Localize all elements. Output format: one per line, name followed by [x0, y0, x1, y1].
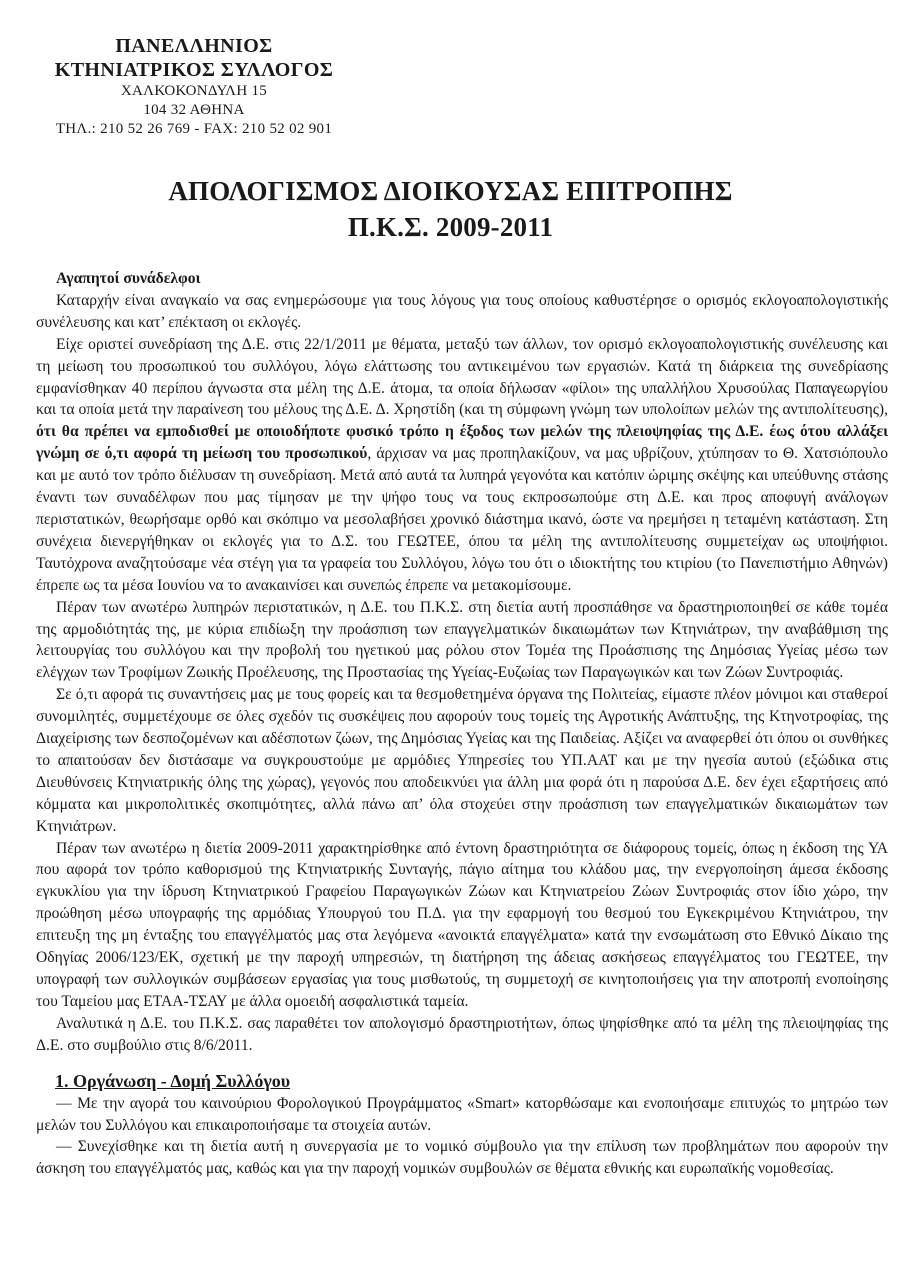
paragraph-intro: Καταρχήν είναι αναγκαίο να σας ενημερώσουμε για τους λόγους για τους οποίους καθυστέρησε ο ορισμός εκλογοαπολογιστικής συνέλευσης και κατ’ επέκταση οι εκλογές.	[36, 291, 888, 331]
paragraph-activities: Πέραν των ανωτέρω λυπηρών περιστατικών, η Δ.Ε. του Π.Κ.Σ. στη διετία αυτή προσπάθησε να δραστηριοποιηθεί σε κάθε τομέα της αρμοδιότητάς της, με κύρια επιδίωξη την προάσπιση των επαγγελματικών δικαιωμάτων των Κτηνιάτρων, την αναβάθμιση της λειτουργίας του συλλόγου και την προβολή του ηγετικού μας ρόλου στον Τομέα της Προάσπισης της Δημόσιας Υγείας μέσω των ελέγχων των Τροφίμων Ζωικής Προέλευσης, της Προστασίας της Υγείας-Ευζωίας των Παραγωγικών και των Ζώων Συντροφιάς.	[36, 598, 888, 682]
paragraph-achievements: Πέραν των ανωτέρω η διετία 2009-2011 χαρακτηρίσθηκε από έντονη δραστηριότητα σε διάφορους τομείς, όπως η έκδοση της ΥΑ που αφορά τον τρόπο καθορισμού της Κτηνιατρικής Συνταγής, πάγιο αίτημα του κλάδου μας, την ενεργοποίηση άμεσα έκδοσης εγκυκλίου για την ίδρυση Κτηνιατρικού Γραφείου Παραγωγικών Ζώων και Κτηνιατρείου Ζώων Συντροφιάς στον ίδιο χώρο, την προώθηση μέσω υπογραφής της αρμόδιας Υπουργού του Π.Δ. για την εφαρμογή του θεσμού του Εγκεκριμένου Κτηνιάτρου, την επιτευξη της μη ένταξης του επαγγέλματός μας στα λεγόμενα «ανοικτά επαγγέλματα» κατά την ενσωμάτωση στο Εθνικό Δίκαιο της Οδηγίας 2006/123/ΕΚ, σχετική με την παροχή υπηρεσιών, τη διατήρηση της άδειας ασκήσεως επαγγέλματος του ΓΕΩΤΕΕ, την υπογραφή των συλλογικών συμβάσεων εργασίας για τους μισθωτούς, τη συμμετοχή σε κινητοποιήσεις για την αποτροπή ενοποίησης του Ταμείου μας ΕΤΑΑ-ΤΣΑΥ με άλλα ομοειδή ασφαλιστικά ταμεία.	[36, 839, 888, 1010]
org-name-line1: ΠΑΝΕΛΛΗΝΙΟΣ	[115, 35, 273, 57]
section1-item-smart: — Με την αγορά του καινούριου Φορολογικού Προγράμματος «Smart» κατορθώσαμε και ενοποιήσαμε επιτυχώς το μητρώο των μελών του Συλλόγου και επικαιροποιήσαμε τα στοιχεία αυτών.	[36, 1094, 888, 1134]
document-body	[36, 268, 888, 1180]
section-heading-organization	[36, 1069, 888, 1093]
paragraph-meeting-bold: ότι θα πρέπει να εμποδισθεί με οποιοδήποτε φυσικό τρόπο η έξοδος των μελών της πλειοψηφίας της Δ.Ε. έως ότου αλλάξει γνώμη σε ό,τι αφορά τη μείωση του προσωπικού	[36, 423, 888, 463]
org-name-line2: ΚΤΗΝΙΑΤΡΙΚΟΣ ΣΥΛΛΟΓΟΣ	[54, 59, 334, 81]
paragraph-meeting	[36, 334, 888, 597]
paragraph-meeting-text-a: Είχε οριστεί συνεδρίαση της Δ.Ε. στις 22/1/2011 με θέματα, μεταξύ των άλλων, τον ορισμό εκλογοαπολογιστικής συνέλευσης και τη μείωση του προσωπικού του συλλόγου, λόγω ελάττωσης του αντικειμένου των εργασιών. Κατά τη διάρκεια της συνεδρίασης εμφανίσθηκαν 40 περίπου άγνωστα στα μέλη της Δ.Ε. άτομα, τα οποία δήλωσαν «φίλοι» της υπαλλήλου Χρυσούλας Παπαγεωργίου και τα οποία μετά την παραίνεση του μέλους της Δ.Ε. Δ. Χρηστίδη (και τη σύμφωνη γνώμη των υπολοίπων μελών της αντιπολίτευσης),	[36, 335, 888, 419]
section-heading-text: 1. Οργάνωση - Δομή Συλλόγου	[55, 1070, 291, 1091]
paragraph-summary: Αναλυτικά η Δ.Ε. του Π.Κ.Σ. σας παραθέτει τον απολογισμό δραστηριοτήτων, όπως ψηφίσθηκε από τα μέλη της πλειοψηφίας της Δ.Ε. στο συμβούλιο στις 8/6/2011.	[36, 1014, 888, 1054]
section1-item-legal: — Συνεχίσθηκε και τη διετία αυτή η συνεργασία με το νομικό σύμβουλο για την επίλυση των προβλημάτων που αφορούν την άσκηση του επαγγέλματός μας, καθώς και για την παροχή νομικών συμβουλών σε θέματα εθνικής και ευρωπαϊκής νομοθεσίας.	[36, 1138, 888, 1178]
org-street: ΧΑΛΚΟΚΟΝΔΥΛΗ 15	[120, 83, 268, 99]
paragraph-meetings-state: Σε ό,τι αφορά τις συναντήσεις μας με τους φορείς και τα θεσμοθετημένα όργανα της Πολιτείας, είμαστε πλέον μόνιμοι και σταθεροί συνομιλητές, συμμετέχουμε σε όλες σχεδόν τις συσκέψεις που αφορούν τους τομείς της Αγροτικής Ανάπτυξης, της Κτηνοτροφίας, της Διαχείρισης των δεσποζομένων και αδέσποτων ζώων, της Δημόσιας Υγείας και της Παιδείας. Αξίζει να αναφερθεί ότι όπου οι συνθήκες το απαιτούσαν δεν διστάσαμε να συγκρουστούμε με αρμόδιες Υπηρεσίες του ΥΠ.ΑΑΤ και με την ηγεσία αυτού (εξώδικα στις Διευθύνσεις Κτηνιατρικής όλης της χώρας), γεγονός που αποδεικνύει για άλλη μια φορά ότι η παρούσα Δ.Ε. δεν έχει εξαρτήσεις από κόμματα και μικροπολιτικές σκοπιμότητες, αλλά πάνω απ’ όλα στοχεύει στην προάσπιση των επαγγελματικών δικαιωμάτων των Κτηνιάτρων.	[36, 686, 888, 835]
document-title-line1: ΑΠΟΛΟΓΙΣΜΟΣ ΔΙΟΙΚΟΥΣΑΣ ΕΠΙΤΡΟΠΗΣ	[168, 176, 733, 206]
paragraph-meeting-text-c: , άρχισαν να μας προπηλακίζουν, να μας υβρίζουν, χτύπησαν το Θ. Χατσιόπουλο και με αυτό τον τρόπο διέλυσαν τη συνεδρίαση. Μετά από αυτά τα λυπηρά γεγονότα και κατόπιν ώριμης σκέψης και υπεύθυνης στάσης έναντι των συναδέλφων που μας τίμησαν με την ψήφο τους να τους εκπροσωπούμε στη Δ.Ε. και προς αποφυγή ανάλογων περιστατικών, θεωρήσαμε ορθό και σκόπιμο να μεσολαβήσει χρονικό διάστημα ικανό, ώστε να ηρεμήσει η τεταμένη κατάσταση. Στη συνέχεια διενεργήθηκαν οι εκλογές για το Δ.Σ. του ΓΕΩΤΕΕ, όπου τα μέλη της αντιπολίτευσης συμμετείχαν ως υποψήφιοι. Ταυτόχρονα αναζητούσαμε νέα στέγη για τα γραφεία του Συλλόγου, λόγω του ότι ο ιδιοκτήτης του κτιρίου (το Πανεπιστήμιο Αθηνών) έπρεπε ως τα μέσα Ιουνίου να το ανακαινίσει και συνεπώς έπρεπε να μετακομίσουμε.	[36, 445, 888, 594]
document-title-line2: Π.Κ.Σ. 2009-2011	[347, 212, 554, 242]
letterhead	[42, 34, 346, 139]
org-city: 104 32 ΑΘΗΝΑ	[143, 102, 245, 118]
salutation: Αγαπητοί συνάδελφοι	[56, 270, 201, 287]
org-contact: ΤΗΛ.: 210 52 26 769 - FAX: 210 52 02 901	[55, 121, 333, 137]
